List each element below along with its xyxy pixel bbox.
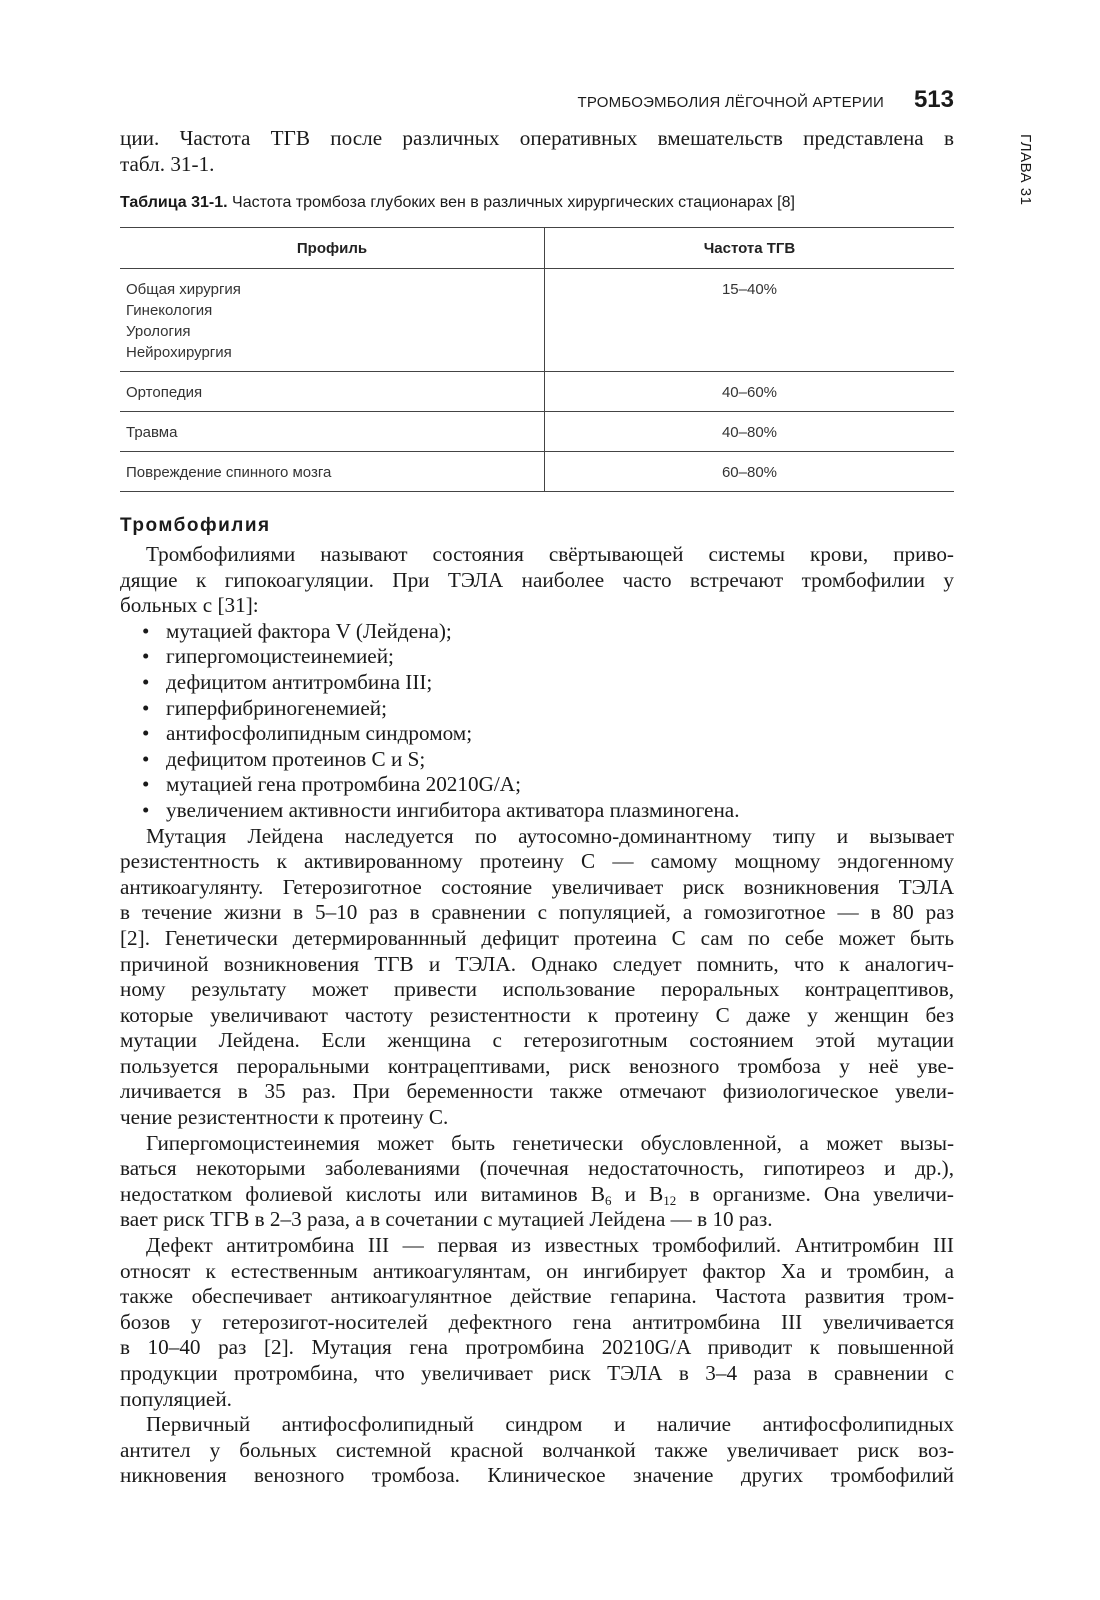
chapter-side-label: ГЛАВА 31	[1017, 134, 1034, 206]
table-cell-profile	[120, 269, 545, 372]
table-cell-frequency: 40–60%	[545, 372, 955, 412]
table-header-row	[120, 228, 954, 269]
text-line: резистентность к активированному протеину С — самому мощному эндогенному	[120, 849, 954, 874]
text-line: мутации Лейдена. Если женщина с гетерозиготным состоянием этой мутации	[120, 1028, 954, 1053]
text-line: ваться некоторыми заболеваниями (почечная недостаточность, гипотиреоз и др.),	[120, 1156, 954, 1181]
text-line: чение резистентности к протеину С.	[120, 1105, 449, 1130]
text-line: которые увеличивают частоту резистентности к протеину С даже у женщин без	[120, 1002, 954, 1027]
table-cell-profile	[120, 452, 545, 492]
text-line: больных с [31]:	[120, 593, 259, 618]
paragraph	[120, 824, 954, 1131]
table-header-frequency: Частота ТГВ	[545, 228, 955, 269]
paragraph	[120, 1233, 954, 1412]
table-header-profile: Профиль	[120, 228, 545, 269]
list-item: • гиперфибриногенемией;	[120, 696, 954, 722]
paragraph	[120, 542, 954, 619]
dvt-frequency-table	[120, 227, 954, 492]
running-header	[120, 86, 954, 114]
thrombophilia-list	[120, 619, 954, 824]
text-line: продукции протромбина, что увеличивает риск ТЭЛА в 3–4 раза в сравнении с	[120, 1361, 954, 1385]
text-line: Тромбофилиями называют состояния свёртывающей системы крови, приво-	[146, 542, 954, 566]
table-cell-profile	[120, 372, 545, 412]
text-line: Первичный антифосфолипидный синдром и наличие антифосфолипидных	[146, 1412, 954, 1437]
main-text	[120, 542, 954, 1489]
table-caption-text: Частота тромбоза глубоких вен в различных хирургических стационарах [8]	[227, 194, 795, 211]
text-line: дящие к гипокоагуляции. При ТЭЛА наиболее часто встречают тромбофилии у	[120, 567, 954, 592]
list-item: • увеличением активности ингибитора активатора плазминогена.	[120, 798, 954, 824]
intro-paragraph	[120, 126, 954, 177]
profile-entry: Нейрохирургия	[126, 344, 232, 361]
table-cell-frequency: 60–80%	[545, 452, 955, 492]
text-line: в 10–40 раз [2]. Мутация гена протромбина 20210G/A приводит к повышенной	[120, 1335, 954, 1360]
list-item: • дефицитом антитромбина III;	[120, 670, 954, 696]
text-line: личивается в 35 раз. При беременности также отмечают физиологическое увели-	[120, 1079, 954, 1104]
profile-entry: Травма	[126, 424, 178, 441]
text-line: относят к естественным антикоагулянтам, он ингибирует фактор Ха и тромбин, а	[120, 1258, 954, 1283]
text-line: никновения венозного тромбоза. Клиническое значение других тромбофилий	[120, 1463, 954, 1488]
profile-entry: Повреждение спинного мозга	[126, 464, 332, 481]
list-item: • мутацией гена протромбина 20210G/A;	[120, 772, 954, 798]
table-caption-label: Таблица 31-1.	[120, 194, 228, 211]
text-line: антител у больных системной красной волчанкой также увеличивает риск воз-	[120, 1437, 954, 1462]
table-body	[120, 269, 954, 492]
text-line: причиной возникновения ТГВ и ТЭЛА. Однако следует помнить, что к аналогич-	[120, 951, 954, 976]
text-line: в течение жизни в 5–10 раз в сравнении с популяцией, а гомозиготное — в 80 раз	[120, 900, 954, 925]
table-row	[120, 269, 954, 372]
text-segment: недостатком фолиевой кислоты или витаминов В	[120, 1181, 605, 1206]
text-line: Мутация Лейдена наследуется по аутосомно-доминантному типу и вызывает	[146, 823, 954, 848]
text-line: также обеспечивает антикоагулянтное действие гепарина. Частота развития тром-	[120, 1284, 954, 1309]
table-row	[120, 412, 954, 452]
list-item: • антифосфолипидным синдромом;	[120, 721, 954, 747]
text-line: [2]. Генетически детермированнный дефицит протеина С сам по себе может быть	[120, 925, 954, 950]
text-line: популяцией.	[120, 1386, 232, 1411]
page-number: 513	[913, 86, 954, 113]
running-header-title: ТРОМБОЭМБОЛИЯ ЛЁГОЧНОЙ АРТЕРИИ	[577, 94, 884, 111]
table-cell-frequency: 15–40%	[545, 269, 955, 372]
text-line: антикоагулянту. Гетерозиготное состояние увеличивает риск возникновения ТЭЛА	[120, 874, 954, 899]
profile-entry: Урология	[126, 323, 191, 340]
section-title: Тромбофилия	[120, 515, 271, 536]
subscript: 12	[663, 1192, 677, 1208]
table-cell-profile	[120, 412, 545, 452]
text-line: ции. Частота ТГВ после различных оперативных вмешательств представлена в	[120, 126, 954, 150]
text-segment: и В	[611, 1181, 664, 1206]
table-row	[120, 452, 954, 492]
profile-entry: Общая хирургия	[126, 281, 241, 298]
text-segment: в организме. Она увеличи-	[676, 1181, 954, 1206]
subscript: 6	[604, 1192, 612, 1208]
text-line: табл. 31-1.	[120, 151, 215, 176]
paragraph	[120, 1412, 954, 1489]
table-row	[120, 372, 954, 412]
table-caption	[120, 194, 954, 212]
list-item: • дефицитом протеинов С и S;	[120, 747, 954, 773]
paragraph	[120, 1131, 954, 1233]
text-line	[120, 1182, 954, 1208]
text-line: пользуется пероральными контрацептивами, риск венозного тромбоза у неё уве-	[120, 1053, 954, 1078]
text-line: бозов у гетерозигот-носителей дефектного гена антитромбина III увеличивается	[120, 1309, 954, 1334]
text-line: Дефект антитромбина III — первая из известных тромбофилий. Антитромбин III	[146, 1233, 954, 1258]
profile-entry: Ортопедия	[126, 384, 203, 401]
text-line: вает риск ТГВ в 2–3 раза, а в сочетании с мутацией Лейдена — в 10 раз.	[120, 1207, 773, 1232]
text-line: Гипергомоцистеинемия может быть генетически обусловленной, а может вызы-	[146, 1130, 954, 1155]
list-item: • мутацией фактора V (Лейдена);	[120, 619, 954, 645]
profile-entry: Гинекология	[126, 302, 213, 319]
text-line: ному результату может привести использование пероральных контрацептивов,	[120, 977, 954, 1002]
table-cell-frequency: 40–80%	[545, 412, 955, 452]
list-item: • гипергомоцистеинемией;	[120, 644, 954, 670]
